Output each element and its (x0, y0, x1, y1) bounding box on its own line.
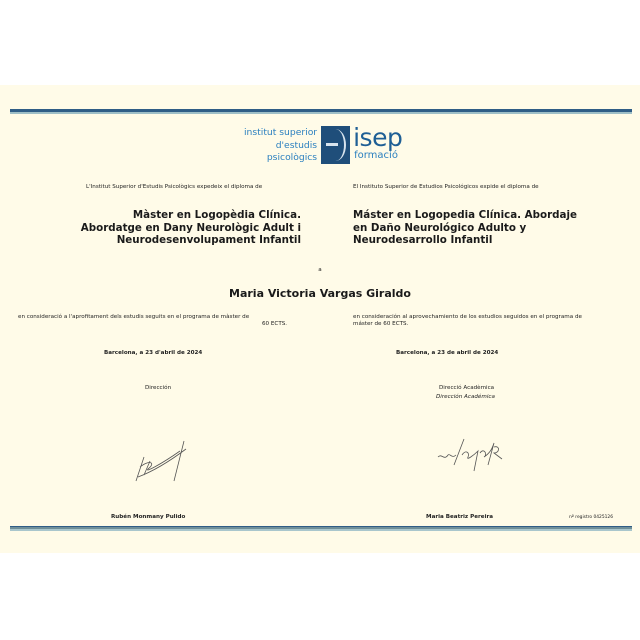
logo-brand-sub: formació (354, 150, 398, 161)
logo-institution-text (244, 127, 317, 165)
diploma-title-spanish: Máster en Logopedia Clínica. Abordaje en Daño Neurológico Adulto y Neurodesarrollo Infantil (353, 209, 578, 246)
signatory-left: Rubén Monmany Pulido (111, 514, 186, 520)
consideration-catalan-line1: en consideració a l'aprofitament dels estudis seguits en el programa de màster de (18, 314, 250, 320)
recipient-name: Maria Victoria Vargas Giraldo (229, 287, 411, 300)
top-divider (10, 109, 632, 114)
date-spanish: Barcelona, a 23 de abril de 2024 (396, 350, 499, 356)
signature-left-icon (130, 437, 192, 487)
signatory-right: Maria Beatriz Pereira (426, 514, 494, 520)
consideration-spanish-line2: máster de 60 ECTS. (353, 321, 409, 327)
diploma-title-catalan: Màster en Logopèdia Clínica. Abordatge en Dany Neurològic Adult i Neurodesenvolupament Infantil (80, 209, 301, 246)
date-catalan: Barcelona, a 23 d'abril de 2024 (104, 350, 203, 356)
role-right-spanish: Dirección Académica (436, 394, 495, 400)
connector-text: a (318, 267, 322, 273)
signature-right-icon (434, 435, 510, 475)
intro-spanish: El Instituto Superior de Estudios Psicológicos expide el diploma de (353, 184, 539, 190)
isep-logo (244, 123, 403, 166)
logo-line-3: psicològics (266, 152, 318, 163)
consideration-catalan-line2: 60 ECTS. (262, 321, 288, 327)
consideration-spanish-line1: en consideración al aprovechamiento de los estudios seguidos en el programa de (353, 314, 582, 320)
registry-number: nº registro 0425126 (569, 515, 614, 520)
logo-brand (353, 123, 403, 162)
logo-line-1: institut superior (244, 127, 318, 138)
role-left: Dirección (145, 385, 172, 391)
role-right-catalan: Direcció Acadèmica (439, 385, 495, 391)
logo-line-2: d'estudis (275, 139, 318, 151)
logo-mark-icon (321, 126, 350, 164)
bottom-divider (10, 526, 632, 531)
logo-brand-name: isep (353, 123, 403, 152)
intro-catalan: L'Institut Superior d'Estudis Psicològics expedeix el diploma de (86, 184, 263, 190)
diploma-sheet (0, 85, 640, 553)
